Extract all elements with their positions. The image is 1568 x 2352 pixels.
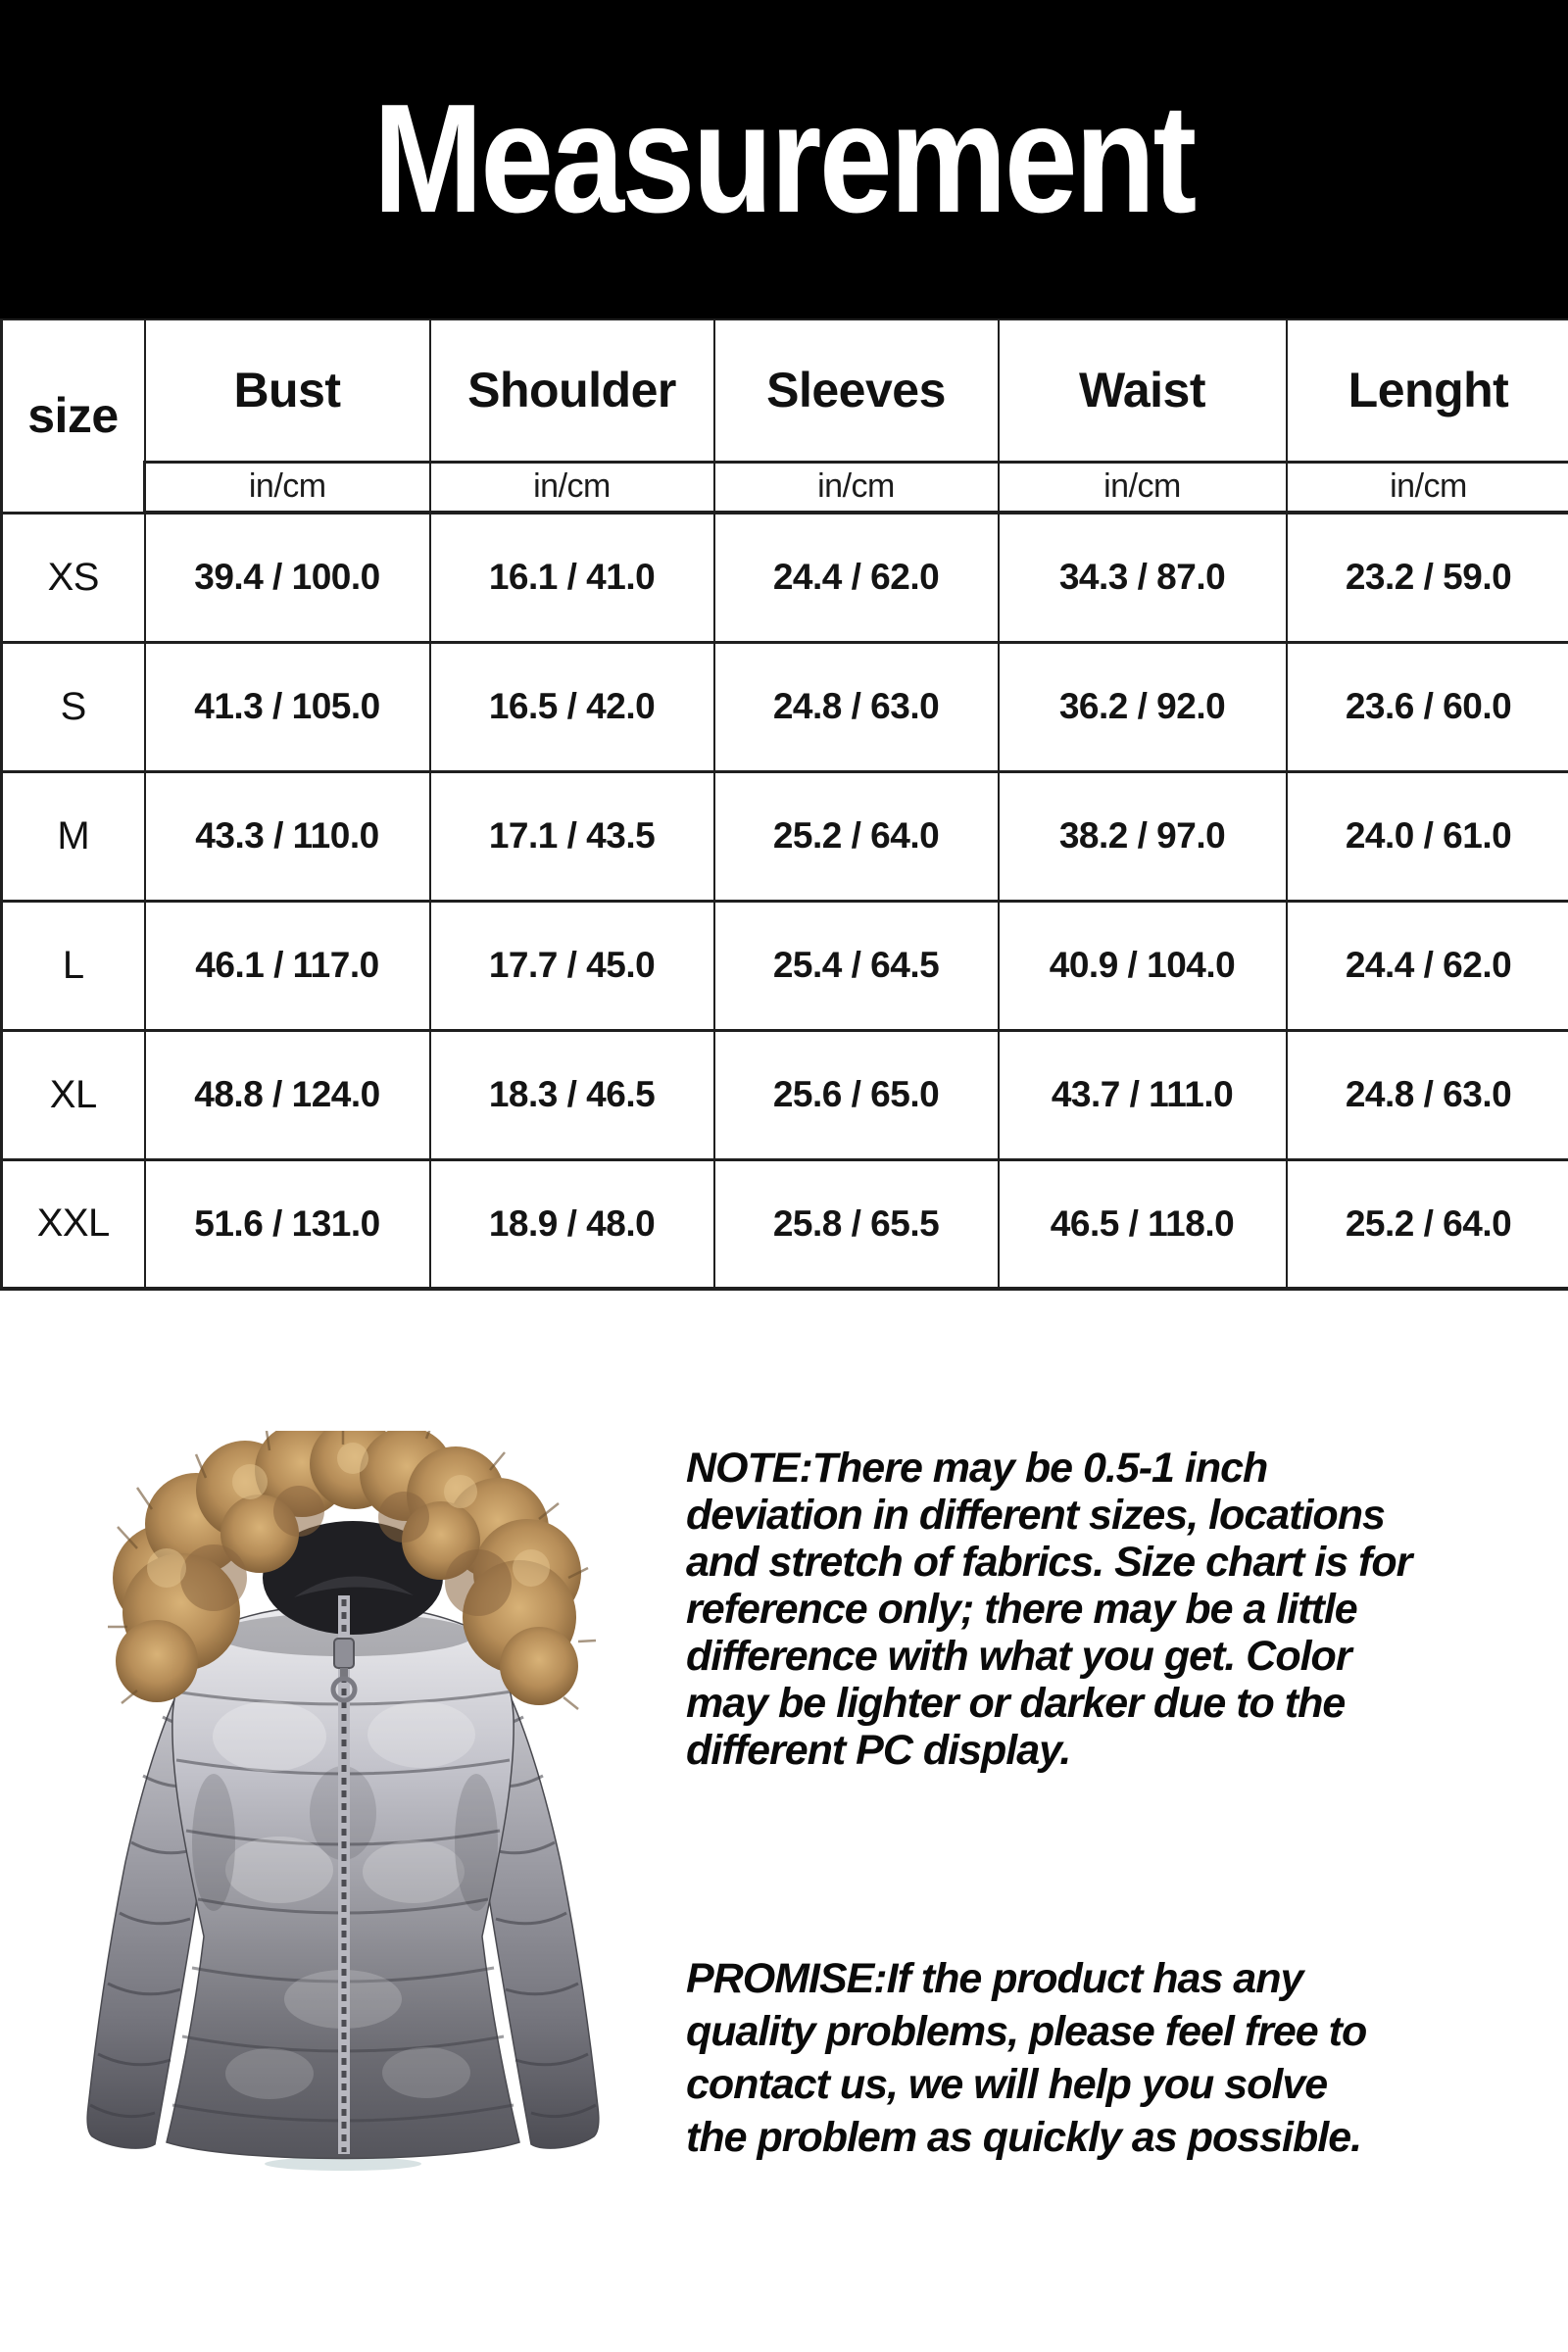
size-row-label: L bbox=[2, 901, 145, 1030]
unit-cell: in/cm bbox=[430, 462, 714, 513]
product-photo-jacket bbox=[49, 1431, 637, 2176]
unit-cell: in/cm bbox=[999, 462, 1287, 513]
measurement-cell: 23.2 / 59.0 bbox=[1287, 513, 1568, 642]
column-header-shoulder: Shoulder bbox=[430, 319, 714, 462]
measurement-cell: 24.0 / 61.0 bbox=[1287, 771, 1568, 901]
measurement-cell: 16.1 / 41.0 bbox=[430, 513, 714, 642]
note-line: and stretch of fabrics. Size chart is for bbox=[686, 1539, 1412, 1586]
note-line: may be lighter or darker due to the bbox=[686, 1680, 1346, 1727]
note-line: difference with what you get. Color bbox=[686, 1633, 1351, 1680]
measurement-cell: 16.5 / 42.0 bbox=[430, 642, 714, 771]
measurement-cell: 18.9 / 48.0 bbox=[430, 1159, 714, 1289]
measurement-cell: 23.6 / 60.0 bbox=[1287, 642, 1568, 771]
table-row-l bbox=[2, 901, 1568, 1030]
measurement-cell: 25.4 / 64.5 bbox=[714, 901, 999, 1030]
measurement-cell: 17.7 / 45.0 bbox=[430, 901, 714, 1030]
banner-title: Measurement bbox=[373, 73, 1195, 245]
measurement-cell: 43.3 / 110.0 bbox=[145, 771, 430, 901]
table-row-xs bbox=[2, 513, 1568, 642]
size-row-label: XL bbox=[2, 1030, 145, 1159]
size-row-label: M bbox=[2, 771, 145, 901]
note-text bbox=[686, 1445, 1548, 1774]
measurement-cell: 25.6 / 65.0 bbox=[714, 1030, 999, 1159]
unit-cell: in/cm bbox=[714, 462, 999, 513]
measurement-cell: 25.2 / 64.0 bbox=[714, 771, 999, 901]
note-line: NOTE:There may be 0.5-1 inch bbox=[686, 1445, 1268, 1492]
measurement-cell: 34.3 / 87.0 bbox=[999, 513, 1287, 642]
measurement-cell: 24.8 / 63.0 bbox=[1287, 1030, 1568, 1159]
table-row-m bbox=[2, 771, 1568, 901]
measurement-cell: 51.6 / 131.0 bbox=[145, 1159, 430, 1289]
size-chart-table bbox=[0, 318, 1568, 1291]
measurement-cell: 24.8 / 63.0 bbox=[714, 642, 999, 771]
size-chart-section bbox=[0, 318, 1568, 1291]
jacket-illustration bbox=[49, 1431, 637, 2176]
promise-line: the problem as quickly as possible. bbox=[686, 2114, 1362, 2161]
measurement-cell: 36.2 / 92.0 bbox=[999, 642, 1287, 771]
size-row-label: XS bbox=[2, 513, 145, 642]
measurement-cell: 39.4 / 100.0 bbox=[145, 513, 430, 642]
promise-line: PROMISE:If the product has any bbox=[686, 1955, 1303, 2002]
note-line: reference only; there may be a little bbox=[686, 1586, 1357, 1633]
measurement-cell: 24.4 / 62.0 bbox=[714, 513, 999, 642]
column-header-waist: Waist bbox=[999, 319, 1287, 462]
measurement-cell: 18.3 / 46.5 bbox=[430, 1030, 714, 1159]
measurement-banner bbox=[0, 0, 1568, 318]
measurement-cell: 25.8 / 65.5 bbox=[714, 1159, 999, 1289]
measurement-cell: 17.1 / 43.5 bbox=[430, 771, 714, 901]
unit-cell: in/cm bbox=[1287, 462, 1568, 513]
measurement-cell: 24.4 / 62.0 bbox=[1287, 901, 1568, 1030]
column-header-bust: Bust bbox=[145, 319, 430, 462]
measurement-cell: 40.9 / 104.0 bbox=[999, 901, 1287, 1030]
promise-text bbox=[686, 1952, 1548, 2164]
table-row-xl bbox=[2, 1030, 1568, 1159]
measurement-cell: 48.8 / 124.0 bbox=[145, 1030, 430, 1159]
size-row-label: S bbox=[2, 642, 145, 771]
note-line: deviation in different sizes, locations bbox=[686, 1492, 1385, 1539]
note-line: different PC display. bbox=[686, 1727, 1071, 1774]
column-header-length: Lenght bbox=[1287, 319, 1568, 462]
measurement-cell: 46.5 / 118.0 bbox=[999, 1159, 1287, 1289]
table-row-xxl bbox=[2, 1159, 1568, 1289]
unit-cell: in/cm bbox=[145, 462, 430, 513]
measurement-cell: 41.3 / 105.0 bbox=[145, 642, 430, 771]
promise-line: contact us, we will help you solve bbox=[686, 2061, 1328, 2108]
measurement-cell: 46.1 / 117.0 bbox=[145, 901, 430, 1030]
column-header-sleeves: Sleeves bbox=[714, 319, 999, 462]
table-row-s bbox=[2, 642, 1568, 771]
measurement-cell: 43.7 / 111.0 bbox=[999, 1030, 1287, 1159]
measurement-cell: 25.2 / 64.0 bbox=[1287, 1159, 1568, 1289]
measurement-cell: 38.2 / 97.0 bbox=[999, 771, 1287, 901]
size-row-label: XXL bbox=[2, 1159, 145, 1289]
promise-line: quality problems, please feel free to bbox=[686, 2008, 1367, 2055]
corner-label: size bbox=[2, 319, 145, 513]
